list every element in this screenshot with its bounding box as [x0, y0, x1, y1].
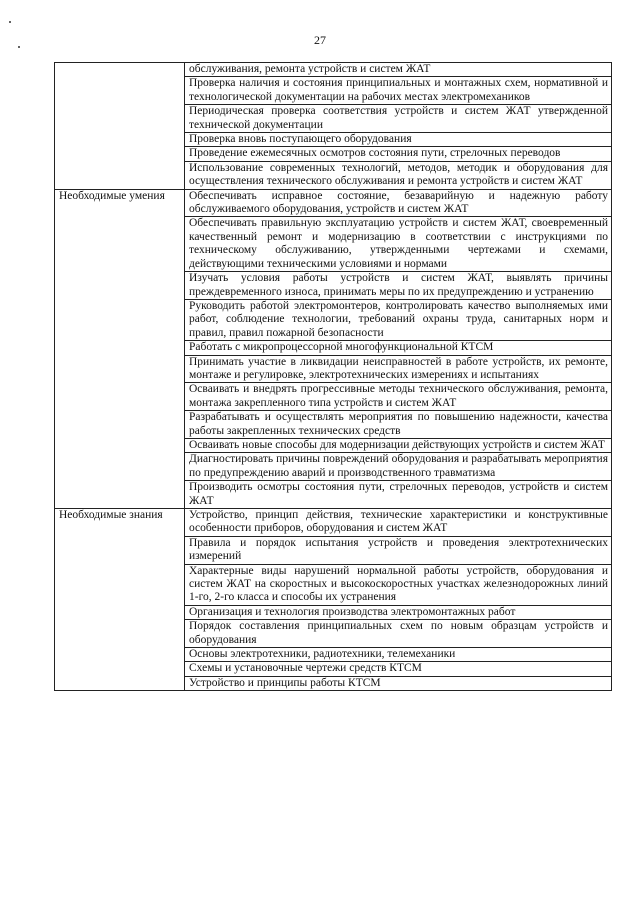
- requirement-text: Диагностировать причины повреждений оборудования и разрабатывать мероприятия по предупреждению аварий и производственного травматизма: [185, 453, 612, 481]
- requirement-text: обслуживания, ремонта устройств и систем ЖАТ: [185, 63, 612, 77]
- requirement-text: Проверка наличия и состояния принципиальных и монтажных схем, нормативной и технологической документации на рабочих местах электромехаников: [185, 77, 612, 105]
- requirement-text: Проведение ежемесячных осмотров состояния пути, стрелочных переводов: [185, 147, 612, 161]
- requirement-text: Производить осмотры состояния пути, стрелочных переводов, устройств и систем ЖАТ: [185, 481, 612, 509]
- section-label: Необходимые знания: [55, 509, 185, 691]
- requirement-text: Обеспечивать исправное состояние, безаварийную и надежную работу обслуживаемого оборудования, устройств и систем ЖАТ: [185, 189, 612, 217]
- requirement-text: Принимать участие в ликвидации неисправностей в работе устройств, их ремонте, монтаже и регулировке, электротехнических измерениях и испытаниях: [185, 355, 612, 383]
- requirement-text: Характерные виды нарушений нормальной работы устройств, оборудования и систем ЖАТ на скоростных и высокоскоростных участках железнодорожных линий 1-го, 2-го класса и способы их устранения: [185, 564, 612, 605]
- requirement-text: Основы электротехники, радиотехники, телемеханики: [185, 648, 612, 662]
- table-row: [55, 63, 612, 77]
- requirement-text: Осваивать и внедрять прогрессивные методы технического обслуживания, ремонта, монтажа закрепленного типа устройств и систем ЖАТ: [185, 383, 612, 411]
- requirement-text: Порядок составления принципиальных схем по новым образцам устройств и оборудования: [185, 620, 612, 648]
- requirement-text: Изучать условия работы устройств и систем ЖАТ, выявлять причины преждевременного износа, принимать меры по их предупреждению и устранению: [185, 272, 612, 300]
- requirement-text: Схемы и установочные чертежи средств КТСМ: [185, 662, 612, 676]
- requirement-text: Организация и технология производства электромонтажных работ: [185, 605, 612, 619]
- requirement-text: Осваивать новые способы для модернизации действующих устройств и систем ЖАТ: [185, 438, 612, 452]
- page-number: 27: [314, 33, 326, 47]
- table-row: [55, 189, 612, 217]
- section-label: [55, 63, 185, 190]
- scan-speck: [9, 21, 11, 23]
- requirement-text: Обеспечивать правильную эксплуатацию устройств и систем ЖАТ, своевременный качественный ремонт и модернизацию в соответствии с инструкциями по техническому обслуживанию, утвержденными чертежами и схемами, действующими техническими условиями и нормами: [185, 217, 612, 272]
- section-label: Необходимые умения: [55, 189, 185, 508]
- requirement-text: Использование современных технологий, методов, методик и оборудования для осуществления технического обслуживания и ремонта устройств и систем ЖАТ: [185, 161, 612, 189]
- requirements-table: [54, 62, 612, 691]
- requirement-text: Работать с микропроцессорной многофункциональной КТСМ: [185, 341, 612, 355]
- requirement-text: Устройство и принципы работы КТСМ: [185, 676, 612, 690]
- requirement-text: Проверка вновь поступающего оборудования: [185, 133, 612, 147]
- requirement-text: Руководить работой электромонтеров, контролировать качество выполняемых ими работ, соблюдение технологии, требований охраны труда, санитарных норм и правил, правил пожарной безопасности: [185, 299, 612, 340]
- requirement-text: Периодическая проверка соответствия устройств и систем ЖАТ утвержденной технической документации: [185, 105, 612, 133]
- requirements-table-body: [55, 63, 612, 691]
- requirement-text: Разрабатывать и осуществлять мероприятия по повышению надежности, качества работы закрепленных технических средств: [185, 411, 612, 439]
- requirement-text: Правила и порядок испытания устройств и проведения электротехнических измерений: [185, 536, 612, 564]
- table-row: [55, 509, 612, 537]
- requirement-text: Устройство, принцип действия, технические характеристики и конструктивные особенности приборов, оборудования и систем ЖАТ: [185, 509, 612, 537]
